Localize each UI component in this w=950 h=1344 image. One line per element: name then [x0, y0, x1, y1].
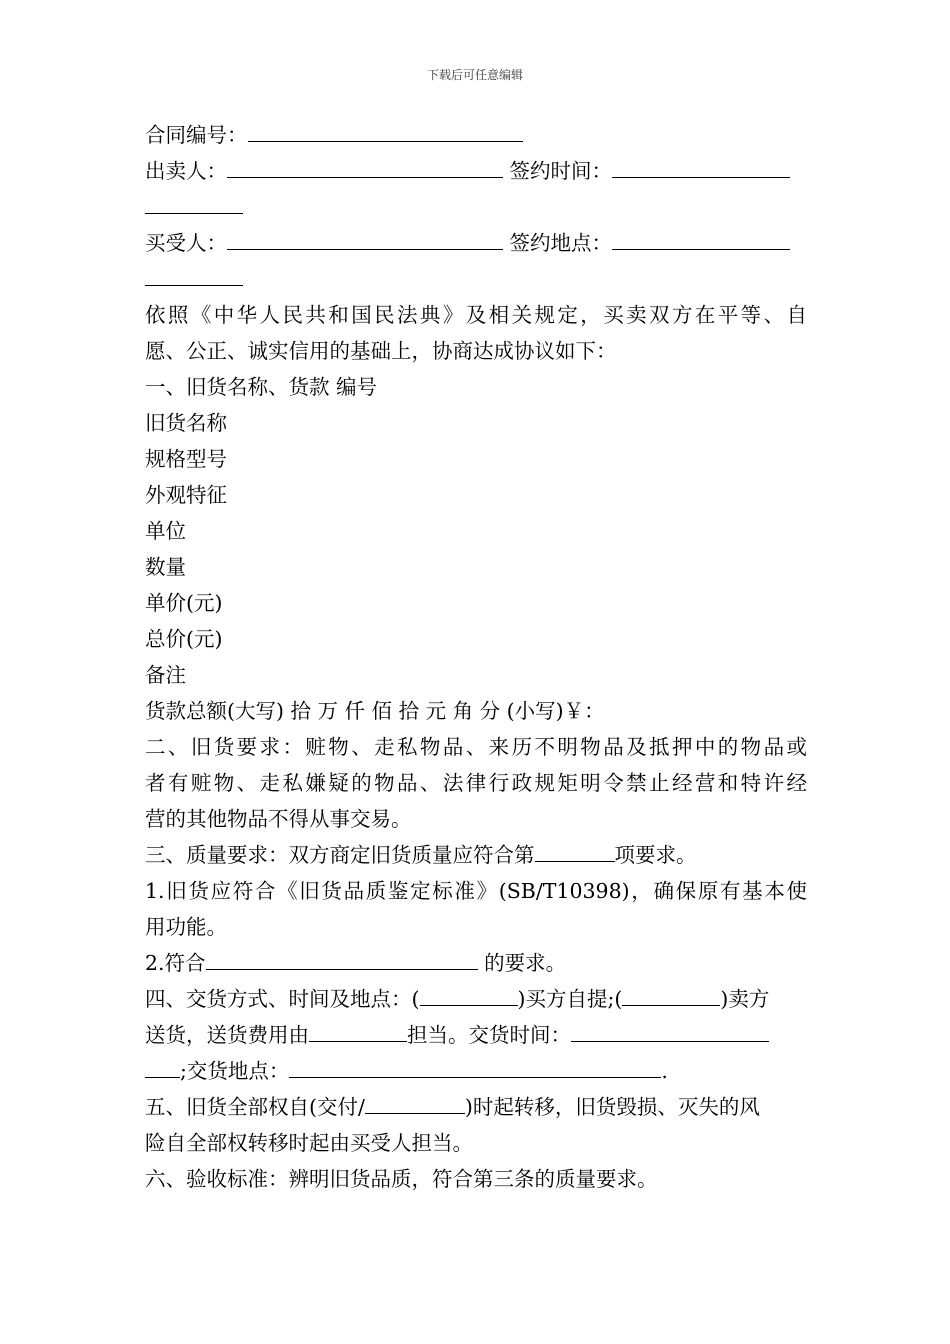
self-pickup-blank[interactable] — [420, 983, 518, 1006]
section3-prefix: 三、质量要求：双方商定旧货质量应符合第 — [145, 843, 535, 867]
seller-line — [145, 153, 807, 189]
delivery-time-blank[interactable] — [571, 1019, 769, 1042]
section3-item2-blank[interactable] — [206, 947, 478, 970]
delivery-place-blank[interactable] — [289, 1055, 661, 1078]
sign-time-blank[interactable] — [612, 155, 790, 178]
contract-number-blank[interactable] — [248, 119, 523, 142]
seller-blank[interactable] — [227, 155, 503, 178]
section2-line-3: 营的其他物品不得从事交易。 — [145, 807, 412, 831]
contract-body — [145, 117, 807, 1197]
item-appearance: 外观特征 — [145, 483, 227, 507]
section2-line-2: 者有赃物、走私嫌疑的物品、法律行政规矩明令禁止经营和特许经 — [145, 771, 807, 795]
section4-line-1 — [145, 981, 807, 1017]
page-header-note: 下载后可任意编辑 — [426, 68, 523, 82]
item-unit-price: 单价(元) — [145, 591, 223, 615]
preamble-line-2: 愿、公正、诚实信用的基础上，协商达成协议如下： — [145, 339, 617, 363]
delivery-fee-blank[interactable] — [309, 1019, 407, 1042]
item-name: 旧货名称 — [145, 411, 227, 435]
item-total-price: 总价(元) — [145, 627, 223, 651]
section4-line-3 — [145, 1053, 807, 1089]
section3-item2-line — [145, 945, 807, 981]
section4-l3-a: ;交货地点： — [180, 1059, 290, 1083]
section4-l1-b: )买方自提;( — [517, 987, 623, 1011]
section4-l1-c: )卖方 — [720, 987, 770, 1011]
section5-l1-b: )时起转移，旧货毁损、灭失的风 — [464, 1095, 760, 1119]
section6-line-1: 六、验收标准：辨明旧货品质，符合第三条的质量要求。 — [145, 1167, 658, 1191]
section4-l1-a: 四、交货方式、时间及地点：( — [145, 987, 420, 1011]
preamble-line-1: 依照《中华人民共和国民法典》及相关规定，买卖双方在平等、自 — [145, 303, 807, 327]
sign-place-blank[interactable] — [612, 227, 790, 250]
contract-number-line — [145, 117, 807, 153]
item-unit: 单位 — [145, 519, 186, 543]
seller-delivery-blank[interactable] — [622, 983, 720, 1006]
sign-time-label: 签约时间： — [509, 159, 613, 183]
section3-item2-prefix: 2.符合 — [145, 951, 206, 975]
total-amount-line: 货款总额(大写) 拾 万 仟 佰 拾 元 角 分 (小写)￥： — [145, 699, 605, 723]
section3-line — [145, 837, 807, 873]
sign-place-label: 签约地点： — [509, 231, 613, 255]
buyer-blank[interactable] — [227, 227, 503, 250]
section3-item-blank[interactable] — [535, 839, 615, 862]
delivery-time-blank-cont[interactable] — [145, 1055, 180, 1078]
ownership-transfer-blank[interactable] — [365, 1091, 465, 1114]
section5-line-2: 险自全部权转移时起由买受人担当。 — [145, 1131, 473, 1155]
section4-line-2 — [145, 1017, 807, 1053]
section3-suffix: 项要求。 — [614, 843, 697, 867]
sign-time-blank-cont[interactable] — [145, 191, 243, 214]
item-spec: 规格型号 — [145, 447, 227, 471]
section2-line-1: 二、旧货要求：赃物、走私物品、来历不明物品及抵押中的物品或 — [145, 735, 807, 759]
seller-label: 出卖人： — [145, 159, 227, 183]
section4-l2-a: 送货，送货费用由 — [145, 1023, 309, 1047]
contract-number-label: 合同编号： — [145, 123, 248, 147]
section4-l2-b: 担当。交货时间： — [407, 1023, 571, 1047]
sign-place-blank-cont[interactable] — [145, 263, 243, 286]
section3-item2-suffix: 的要求。 — [477, 951, 567, 975]
buyer-label: 买受人： — [145, 231, 227, 255]
item-remarks: 备注 — [145, 663, 186, 687]
section4-l3-b: . — [661, 1059, 668, 1083]
section5-l1-a: 五、旧货全部权自(交付/ — [145, 1095, 365, 1119]
section5-line-1 — [145, 1089, 807, 1125]
sign-place-continuation — [145, 261, 807, 297]
sign-time-continuation — [145, 189, 807, 225]
section3-item1-line-1: 1.旧货应符合《旧货品质鉴定标准》(SB/T10398)，确保原有基本使 — [145, 879, 807, 903]
section1-title: 一、旧货名称、货款 编号 — [145, 375, 378, 399]
section3-item1-line-2: 用功能。 — [145, 915, 227, 939]
item-quantity: 数量 — [145, 555, 186, 579]
buyer-line — [145, 225, 807, 261]
